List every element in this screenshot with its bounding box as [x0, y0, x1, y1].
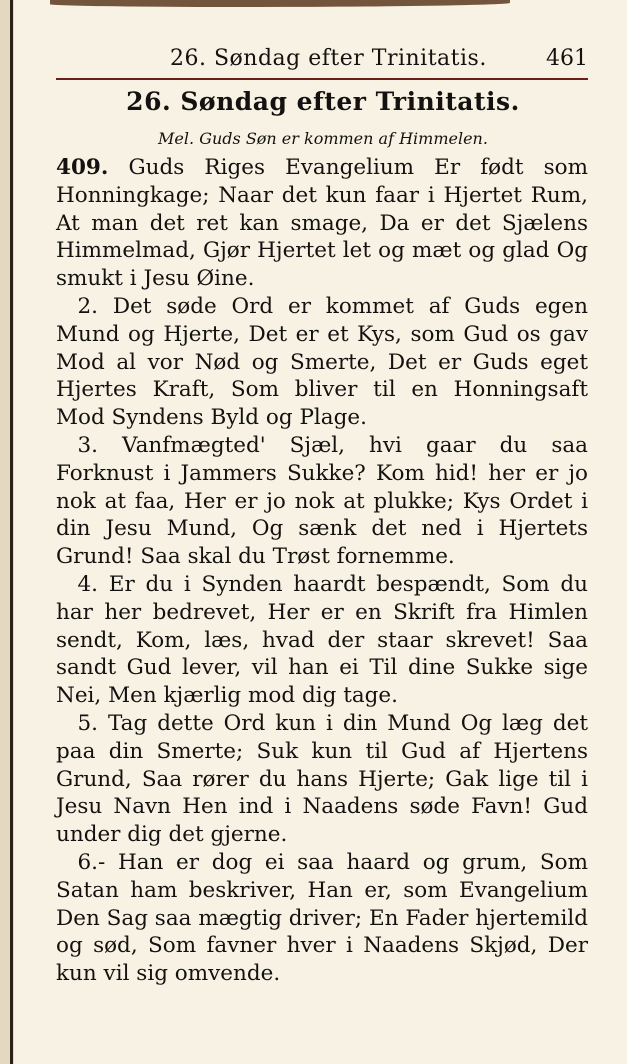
- verse-text: Tag dette Ord kun i din Mund Og læg det paa din Smerte; Suk kun til Gud af Hjertens Grund, Saa rører du hans Hjerte; Gak lige til i Jesu Navn Hen ind i Naadens søde Favn! Gud under dig det gjerne.: [56, 711, 588, 848]
- verse-number: 5.: [77, 711, 99, 736]
- melody-line: Mel. Guds Søn er kommen af Himmelen.: [158, 129, 488, 148]
- verse-3: [56, 432, 588, 571]
- verse-1: [56, 154, 588, 293]
- verse-text: Vanfmægted' Sjæl, hvi gaar du saa Forknust i Jammers Sukke? Kom hid! her er jo nok at faa, Her er jo nok at plukke; Kys Ordet i din Jesu Mund, Og sænk det ned i Hjertets Grund! Saa skal du Trøst fornemme.: [56, 433, 588, 570]
- verse-4: [56, 571, 588, 710]
- verse-2: [56, 293, 588, 432]
- verse-number: 2.: [77, 294, 99, 319]
- verse-text: Guds Riges Evangelium Er født som Honningkage; Naar det kun faar i Hjertet Rum, At man det ret kan smage, Da er det Sjælens Himmelmad, Gjør Hjertet let og mæt og glad Og smukt i Jesu Øine.: [56, 155, 588, 292]
- binding-edge-line: [10, 0, 13, 1064]
- hymn-title: 26. Søndag efter Trinitatis.: [126, 87, 520, 116]
- verse-text: Er du i Synden haardt bespændt, Som du har her bedrevet, Her er en Skrift fra Himlen sendt, Kom, læs, hvad der staar skrevet! Saa sandt Gud lever, vil han ei Til dine Sukke sige Nei, Men kjærlig mod dig tage.: [56, 572, 588, 709]
- verse-number: 3.: [77, 433, 99, 458]
- header-rule: [56, 78, 588, 80]
- verse-number: 6.-: [77, 850, 106, 875]
- verse-5: [56, 710, 588, 849]
- verse-number: 4.: [77, 572, 99, 597]
- running-head-title: 26. Søndag efter Trinitatis.: [170, 46, 487, 71]
- top-edge-stain: [50, 0, 510, 7]
- running-head: [58, 46, 588, 78]
- verse-text: Han er dog ei saa haard og grum, Som Satan ham beskriver, Han er, som Evangelium Den Sag saa mægtig driver; En Fader hjertemild og sød, Som favner hver i Naadens Skjød, Der kun vil sig omvende.: [56, 850, 588, 987]
- page-number: 461: [546, 46, 588, 71]
- verse-text: Det søde Ord er kommet af Guds egen Mund og Hjerte, Det er et Kys, som Gud os gav Mod al vor Nød og Smerte, Det er Guds eget Hjertes Kraft, Som bliver til en Honningsaft Mod Syndens Byld og Plage.: [56, 294, 588, 431]
- hymn-number: 409.: [56, 155, 109, 180]
- verse-6: [56, 849, 588, 988]
